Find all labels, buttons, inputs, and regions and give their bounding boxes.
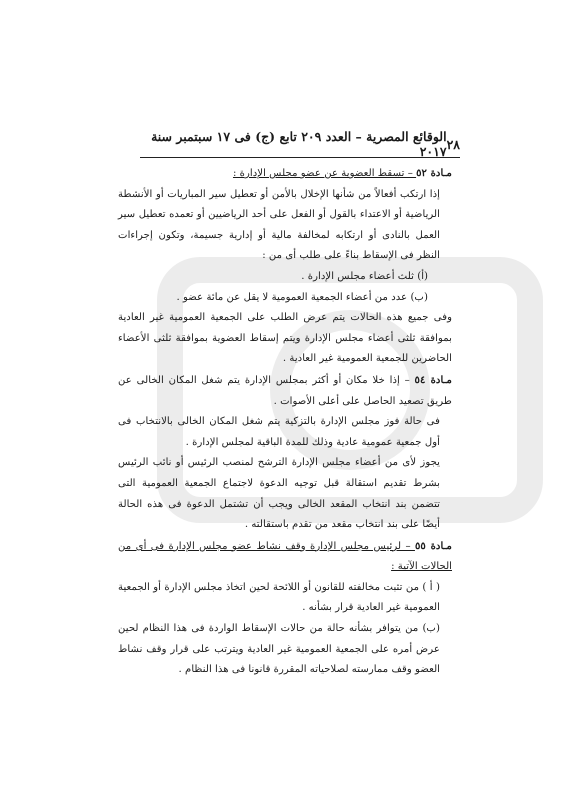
article-52-item-a: (أ) ثلث أعضاء مجلس الإدارة . [301, 270, 428, 282]
page-number: ٢٨ [446, 136, 460, 152]
article-55-heading [118, 536, 452, 578]
article-54-paragraph-2: فى حالة فوز مجلس الإدارة بالتزكية يتم شغل المكان الخالى بالانتخاب فى أول جمعية عمومية عادية وذلك للمدة الباقية لمجلس الإدارة . [118, 416, 440, 448]
article-52-item-b: (ب) عدد من أعضاء الجمعية العمومية لا يقل عن مائة عضو . [176, 291, 428, 303]
article-52-closing: وفى جميع هذه الحالات يتم عرض الطلب على الجمعية العمومية غير العادية بموافقة ثلثى أعضاء مجلس الإدارة ويتم إسقاط العضوية بموافقة ثلثى الأعضاء الحاضرين للجمعية العمومية غير العادية . [118, 312, 452, 365]
article-52-paragraph: إذا ارتكب أفعالاً من شأنها الإخلال بالأمن أو تعطيل سير المباريات أو الأنشطة الرياضية أو الاعتداء بالقول أو الفعل على أحد الرياضيين أو تعمده تعطيل سير العمل بالنادى أو ارتكابه لمخالفة مالية أو إدارية جسيمة، وتكون إجراءات النظر فى الإسقاط بناءً على طلب أى من : [118, 188, 440, 262]
article-55-item-a: ( أ ) من تثبت مخالفته للقانون أو اللائحة لحين اتخاذ مجلس الإدارة أو الجمعية العمومية غير العادية قرار بشأنه . [118, 581, 440, 614]
article-52-label: مـادة ٥٢ [416, 167, 452, 179]
article-55-item-b: (ب) من يتوافر بشأنه حالة من حالات الإسقاط الواردة فى هذا النظام لحين عرض أمره على الجمعية العمومية غير العادية ويترتب على قرار وقف نشاط العضو وقف ممارسته لصلاحياته المقررة قانونا فى هذا النظام . [118, 623, 440, 676]
article-55-label: مـادة ٥٥ [414, 539, 452, 552]
article-54-heading [118, 370, 452, 412]
article-55-title: – لرئيس مجلس الإدارة وقف نشاط عضو مجلس الإدارة فى أى من الحالات الآتية : [118, 540, 452, 573]
article-52-heading [118, 163, 452, 185]
article-54-label: مـادة ٥٤ [414, 373, 452, 386]
article-52-title: – تسقط العضوية عن عضو مجلس الإدارة : [232, 168, 417, 179]
article-54-paragraph-3: يجوز لأى من أعضاء مجلس الإدارة الترشح لمنصب الرئيس أو نائب الرئيس بشرط تقديم استقالة قبل توجيه الدعوة لاجتماع الجمعية العمومية التى تتضمن بند انتخاب المقعد الخالى ويجب أن تشتمل الدعوة فى هذه الحالة أيضًا على بند انتخاب مقعد من تقدم باستقالته . [118, 457, 440, 531]
header-divider [140, 157, 460, 158]
page-header [140, 129, 460, 159]
article-54-text: – إذا خلا مكان أو أكثر بمجلس الإدارة يتم شغل المكان الخالى عن طريق تصعيد الحاصل على أعلى الأصوات . [118, 374, 452, 407]
running-title: الوقائع المصرية – العدد ٢٠٩ تابع (ج) فى ١٧ سبتمبر سنة ٢٠١٧ [151, 129, 447, 159]
document-body [118, 163, 452, 681]
